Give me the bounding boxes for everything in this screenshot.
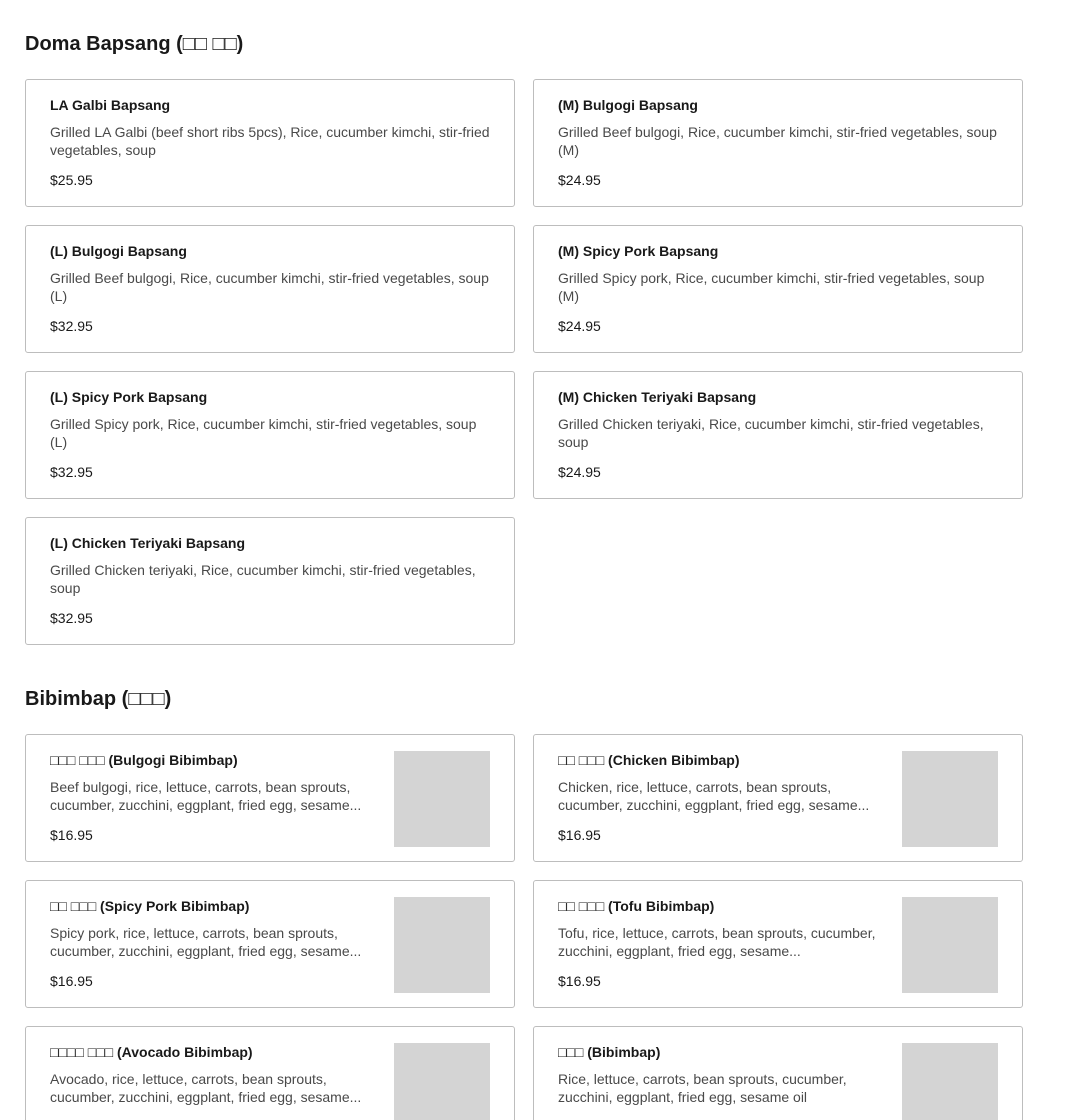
item-description: Grilled Chicken teriyaki, Rice, cucumber kimchi, stir-fried vegetables, soup [50,562,476,596]
item-price: $24.95 [558,464,601,480]
item-price: $24.95 [558,172,601,188]
item-price: $16.95 [558,827,601,843]
menu-item-card[interactable] [25,734,515,862]
menu-item-card[interactable] [533,1026,1023,1120]
item-image-placeholder [394,1043,490,1120]
item-price: $16.95 [558,973,601,989]
item-price: $25.95 [50,172,93,188]
item-name: (M) Spicy Pork Bapsang [558,243,719,259]
item-price: $32.95 [50,464,93,480]
item-name: □□□ □□□ (Bulgogi Bibimbap) [50,752,238,768]
item-description: Spicy pork, rice, lettuce, carrots, bean sprouts, cucumber, zucchini, eggplant, fried egg, sesame... [50,925,362,959]
item-name: LA Galbi Bapsang [50,97,171,113]
item-description: Grilled Beef bulgogi, Rice, cucumber kimchi, stir-fried vegetables, soup (M) [558,124,997,158]
menu-item-card[interactable] [533,880,1023,1008]
item-image-placeholder [902,751,998,847]
item-name: (L) Chicken Teriyaki Bapsang [50,535,246,551]
menu-item-card[interactable] [533,734,1023,862]
item-name: □□ □□□ (Chicken Bibimbap) [558,752,740,768]
item-name: □□□ (Bibimbap) [558,1044,661,1060]
item-description: Beef bulgogi, rice, lettuce, carrots, bean sprouts, cucumber, zucchini, eggplant, fried egg, sesame... [50,779,362,813]
item-description: Grilled Beef bulgogi, Rice, cucumber kimchi, stir-fried vegetables, soup (L) [50,270,489,304]
menu-item-card[interactable] [25,371,515,499]
item-price: $24.95 [558,318,601,334]
section-title: Bibimbap (□□□) [25,688,172,710]
menu-item-card[interactable] [533,225,1023,353]
item-description: Rice, lettuce, carrots, bean sprouts, cucumber, zucchini, eggplant, fried egg, sesame oil [558,1071,847,1105]
item-price: $32.95 [50,318,93,334]
menu-item-card[interactable] [25,880,515,1008]
item-description: Tofu, rice, lettuce, carrots, bean sprouts, cucumber, zucchini, eggplant, fried egg, sesame... [558,925,876,959]
item-price: $32.95 [50,610,93,626]
item-image-placeholder [902,897,998,993]
item-description: Chicken, rice, lettuce, carrots, bean sprouts, cucumber, zucchini, eggplant, fried egg, sesame... [558,779,870,813]
menu-item-card[interactable] [25,79,515,207]
item-description: Grilled LA Galbi (beef short ribs 5pcs), Rice, cucumber kimchi, stir-fried vegetables, soup [50,124,490,158]
menu-item-card[interactable] [533,79,1023,207]
item-image-placeholder [902,1043,998,1120]
item-description: Avocado, rice, lettuce, carrots, bean sprouts, cucumber, zucchini, eggplant, fried egg, sesame... [50,1071,362,1105]
item-description: Grilled Spicy pork, Rice, cucumber kimchi, stir-fried vegetables, soup (M) [558,270,985,304]
menu-item-card[interactable] [25,225,515,353]
item-name: (L) Bulgogi Bapsang [50,243,187,259]
item-name: □□ □□□ (Tofu Bibimbap) [558,898,715,914]
menu-item-card[interactable] [25,1026,515,1120]
item-price: $16.95 [50,827,93,843]
section-title: Doma Bapsang (□□ □□) [25,33,244,55]
item-name: (M) Bulgogi Bapsang [558,97,698,113]
item-name: □□ □□□ (Spicy Pork Bibimbap) [50,898,250,914]
item-description: Grilled Spicy pork, Rice, cucumber kimchi, stir-fried vegetables, soup (L) [50,416,477,450]
item-name: (M) Chicken Teriyaki Bapsang [558,389,757,405]
item-name: □□□□ □□□ (Avocado Bibimbap) [50,1044,253,1060]
item-name: (L) Spicy Pork Bapsang [50,389,208,405]
item-image-placeholder [394,897,490,993]
item-image-placeholder [394,751,490,847]
item-price: $16.95 [50,973,93,989]
item-description: Grilled Chicken teriyaki, Rice, cucumber kimchi, stir-fried vegetables, soup [558,416,984,450]
menu-item-card[interactable] [25,517,515,645]
menu-item-card[interactable] [533,371,1023,499]
